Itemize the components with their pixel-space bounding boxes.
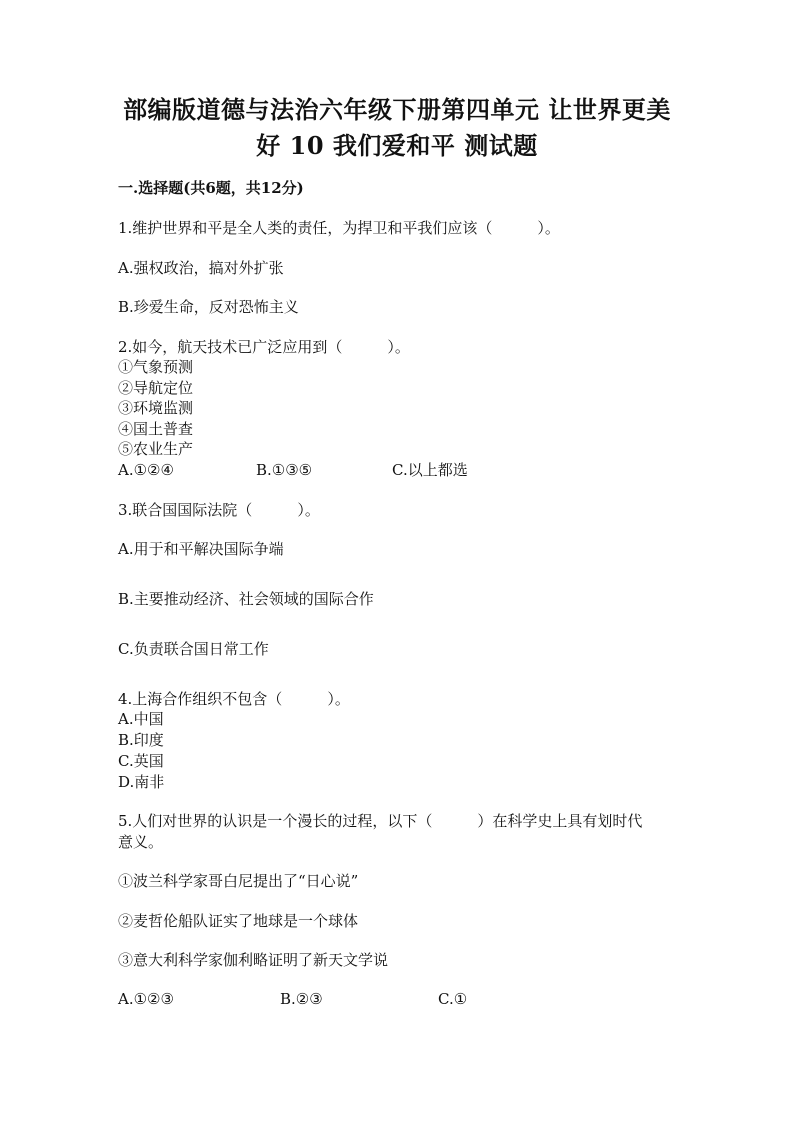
section-heading: 一.选择题(共6题，共12分) bbox=[118, 179, 304, 197]
question-5-stem-line-1: 5.人们对世界的认识是一个漫长的过程，以下（ ）在科学史上具有划时代 bbox=[118, 812, 643, 830]
question-2-option-b: B.①③⑤ bbox=[256, 461, 313, 479]
question-2-item-5: ⑤农业生产 bbox=[118, 440, 194, 458]
question-5-option-a: A.①②③ bbox=[118, 990, 174, 1008]
question-2-option-a: A.①②④ bbox=[118, 461, 174, 479]
question-5-option-b: B.②③ bbox=[280, 990, 323, 1008]
question-2-item-4: ④国土普查 bbox=[118, 420, 194, 438]
question-4-option-b: B.印度 bbox=[118, 731, 164, 749]
question-3-option-c: C.负责联合国日常工作 bbox=[118, 640, 269, 658]
question-2-item-1: ①气象预测 bbox=[118, 358, 194, 376]
question-2-stem: 2.如今，航天技术已广泛应用到（ ）。 bbox=[118, 338, 410, 356]
question-2-option-c: C.以上都选 bbox=[392, 461, 468, 479]
question-5-stem-line-2: 意义。 bbox=[118, 833, 164, 851]
question-3-option-b: B.主要推动经济、社会领域的国际合作 bbox=[118, 590, 374, 608]
question-3-stem: 3.联合国国际法院（ ）。 bbox=[118, 501, 320, 519]
question-4-option-a: A.中国 bbox=[118, 710, 164, 728]
question-5-item-1: ①波兰科学家哥白尼提出了“日心说” bbox=[118, 872, 359, 890]
question-1-option-a: A.强权政治，搞对外扩张 bbox=[118, 259, 284, 277]
question-5-option-c: C.① bbox=[438, 990, 468, 1008]
question-1-stem: 1.维护世界和平是全人类的责任，为捍卫和平我们应该（ ）。 bbox=[118, 219, 560, 237]
question-1-option-b: B.珍爱生命，反对恐怖主义 bbox=[118, 298, 299, 316]
title-line-1: 部编版道德与法治六年级下册第四单元 让世界更美 bbox=[123, 95, 671, 124]
question-2-item-2: ②导航定位 bbox=[118, 379, 194, 397]
question-4-option-c: C.英国 bbox=[118, 752, 164, 770]
title-line-2: 好 10 我们爱和平 测试题 bbox=[256, 131, 538, 160]
question-4-stem: 4.上海合作组织不包含（ ）。 bbox=[118, 690, 350, 708]
question-5-item-3: ③意大利科学家伽利略证明了新天文学说 bbox=[118, 951, 389, 969]
question-4-option-d: D.南非 bbox=[118, 773, 165, 791]
question-5-item-2: ②麦哲伦船队证实了地球是一个球体 bbox=[118, 912, 359, 930]
question-3-option-a: A.用于和平解决国际争端 bbox=[118, 540, 284, 558]
question-2-item-3: ③环境监测 bbox=[118, 399, 194, 417]
document-title bbox=[100, 92, 694, 164]
